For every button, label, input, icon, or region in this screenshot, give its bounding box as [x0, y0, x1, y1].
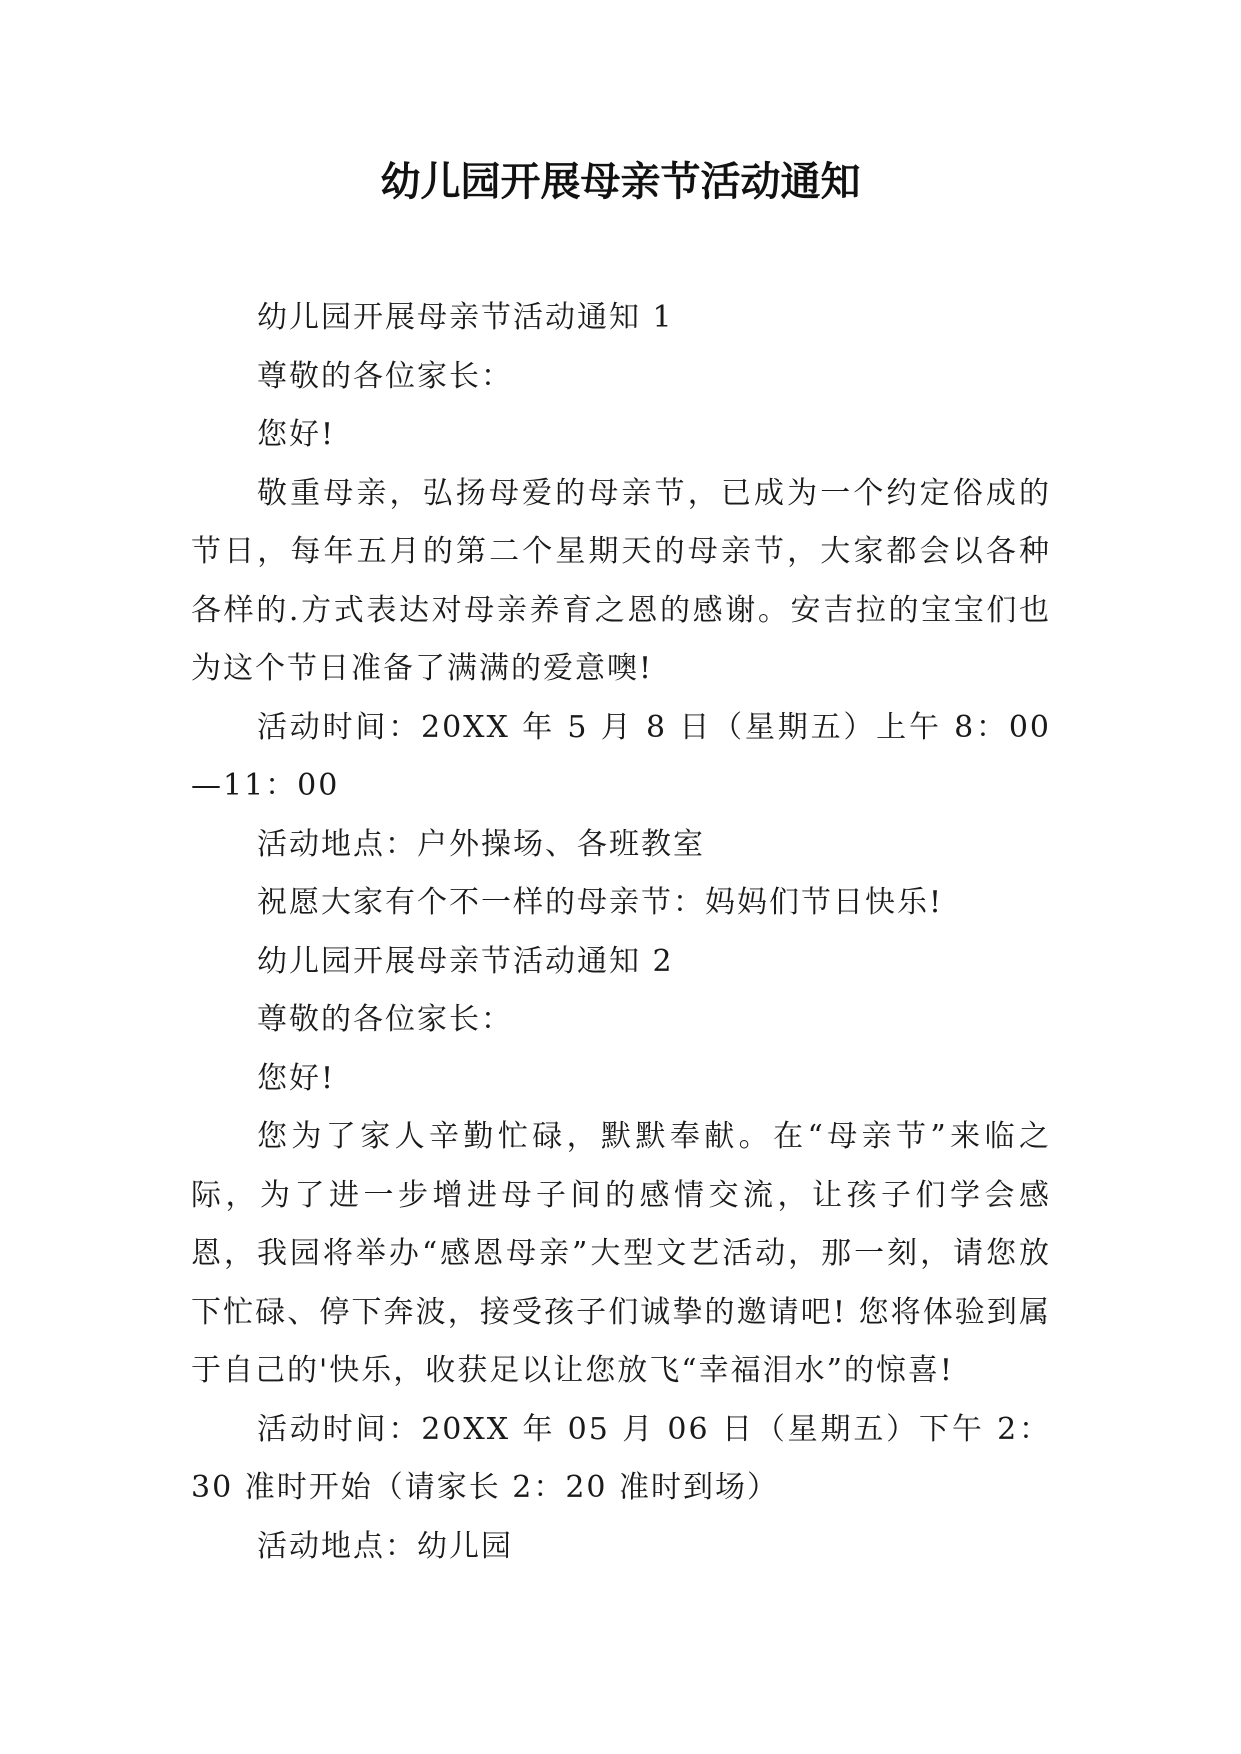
- notice-2-salutation: 尊敬的各位家长：: [257, 1002, 513, 1037]
- notice-1-salutation: 尊敬的各位家长：: [257, 358, 513, 394]
- notice-2-activity-time: 活动时间：20XX 年 05 月 06 日（星期五）下午 2：30 准时开始（请家长 2：20 准时到场）: [191, 1411, 1051, 1505]
- document-body: [191, 289, 1051, 1576]
- notice-2-body: 您为了家人辛勤忙碌，默默奉献。在“母亲节”来临之际，为了进一步增进母子间的感情交流，让孩子们学会感恩，我园将举办“感恩母亲”大型文艺活动，那一刻，请您放下忙碌、停下奔波，接受孩子们诚挚的邀请吧! 您将体验到属于自己的'快乐，收获足以让您放飞“幸福泪水”的惊喜!: [191, 1119, 1051, 1388]
- notice-2-heading: 幼儿园开展母亲节活动通知 2: [257, 943, 674, 979]
- document-title: 幼儿园开展母亲节活动通知: [380, 159, 861, 205]
- notice-2-greeting: 您好!: [257, 1060, 336, 1096]
- notice-1-activity-location: 活动地点：户外操场、各班教室: [257, 826, 705, 862]
- notice-1-greeting: 您好!: [257, 417, 336, 452]
- notice-2-activity-location: 活动地点：幼儿园: [257, 1528, 513, 1564]
- notice-1-wishes: 祝愿大家有个不一样的母亲节：妈妈们节日快乐!: [257, 885, 944, 920]
- notice-1-heading: 幼儿园开展母亲节活动通知 1: [257, 300, 674, 335]
- notice-1-body: 敬重母亲，弘扬母爱的母亲节，已成为一个约定俗成的节日，每年五月的第二个星期天的母亲节，大家都会以各种各样的.方式表达对母亲养育之恩的感谢。安吉拉的宝宝们也为这个节日准备了满满的爱意噢!: [191, 475, 1051, 686]
- notice-1-activity-time: 活动时间：20XX 年 5 月 8 日（星期五）上午 8：00—11：00: [191, 709, 1051, 803]
